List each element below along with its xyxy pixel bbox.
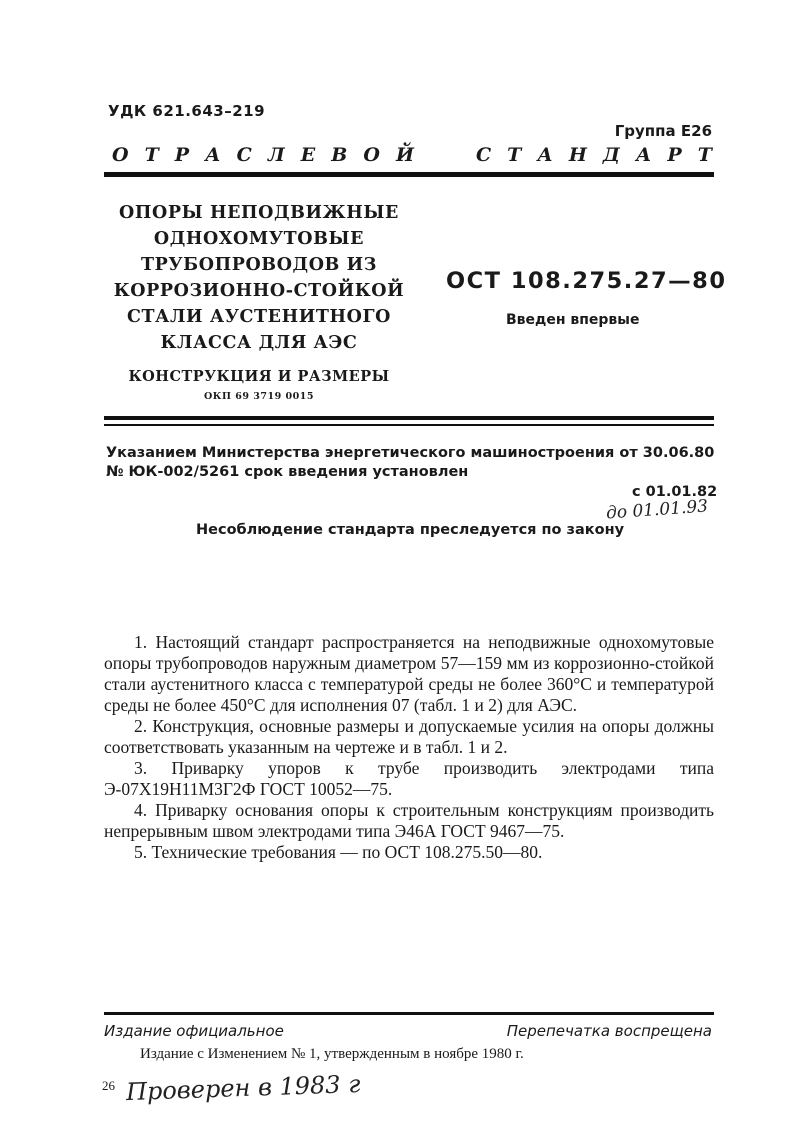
standard-title	[104, 200, 414, 402]
title-line: СТАЛИ АУСТЕНИТНОГО	[126, 307, 392, 327]
introduced-note: Введен впервые	[506, 312, 640, 328]
handwritten-date: до 01.01.93	[605, 496, 709, 524]
banner-letter: Е	[300, 144, 316, 166]
banner-letter: О	[363, 144, 380, 166]
edition-label: Издание официальное	[104, 1022, 284, 1040]
body-paragraph: 2. Конструкция, основные размеры и допускаемые усилия на опоры должны соответствовать указанным на чертеже и в табл. 1 и 2.	[104, 716, 714, 757]
banner-letter: С	[236, 144, 252, 166]
title-line: ОДНОХОМУТОВЫЕ	[153, 229, 365, 249]
banner-letter	[430, 144, 460, 166]
banner-letter: А	[537, 144, 553, 166]
banner-letter: Т	[697, 144, 712, 166]
footer-rule	[104, 1012, 714, 1015]
page-number: 26	[102, 1078, 115, 1093]
banner-letter: Й	[395, 144, 414, 166]
title-line: ТРУБОПРОВОДОВ ИЗ	[141, 255, 377, 275]
banner-letter: Т	[507, 144, 522, 166]
title-line: КЛАССА ДЛЯ АЭС	[160, 333, 358, 353]
handwritten-check-note: Проверен в 1983 г	[125, 1069, 361, 1107]
udk-code: УДК 621.643–219	[108, 102, 266, 120]
branch-standard-banner	[112, 144, 712, 166]
decree-line: Указанием Министерства энергетического машиностроения от 30.06.80	[106, 445, 715, 461]
body-paragraph: 4. Приварку основания опоры к строительным конструкциям производить непрерывным швом электродами типа Э46А ГОСТ 9467—75.	[104, 800, 714, 841]
decree-line: № ЮК-002/5261 срок введения установлен	[106, 464, 469, 480]
penalty-note: Несоблюдение стандарта преследуется по закону	[196, 522, 625, 538]
standard-number: ОСТ 108.275.27—80	[446, 268, 727, 294]
banner-letter: Н	[568, 144, 587, 166]
header-rule	[104, 172, 714, 177]
banner-letter: Л	[267, 144, 285, 166]
banner-letter: Д	[602, 144, 620, 166]
banner-letter: Т	[144, 144, 159, 166]
banner-letter: Р	[667, 144, 682, 166]
decree-text	[106, 444, 726, 482]
title-line: КОРРОЗИОННО-СТОЙКОЙ	[113, 281, 405, 301]
title-subtitle: КОНСТРУКЦИЯ И РАЗМЕРЫ	[128, 368, 390, 385]
banner-letter: С	[476, 144, 492, 166]
body-paragraph: 1. Настоящий стандарт распространяется на неподвижные однохомутовые опоры трубопроводов наружным диаметром 57—159 мм из коррозионно-стойкой стали аустенитного класса с температурой среды не более 360°С и температурой среды не более 450°С для исполнения 07 (табл. 1 и 2) для АЭС.	[104, 632, 714, 715]
banner-letter: А	[205, 144, 221, 166]
body-paragraph: 3. Приварку упоров к трубе производить электродами типа Э-07Х19Н11М3Г2Ф ГОСТ 10052—75.	[104, 758, 714, 799]
standard-body	[104, 632, 714, 863]
title-rule-thick	[104, 416, 714, 420]
title-line: ОПОРЫ НЕПОДВИЖНЫЕ	[119, 203, 399, 223]
okp-code: ОКП 69 3719 0015	[204, 391, 314, 402]
banner-letter: А	[635, 144, 652, 166]
group-code: Группа Е26	[614, 122, 712, 140]
body-paragraph: 5. Технические требования — по ОСТ 108.275.50—80.	[134, 842, 543, 862]
edition-note: Издание с Изменением № 1, утвержденным в ноябре 1980 г.	[140, 1046, 524, 1062]
reprint-label: Перепечатка воспрещена	[506, 1022, 712, 1040]
effective-date: с 01.01.82	[632, 484, 718, 500]
banner-letter: Р	[174, 144, 190, 166]
banner-letter: О	[112, 144, 129, 166]
banner-letter: В	[331, 144, 348, 166]
title-rule-thin	[104, 424, 714, 426]
